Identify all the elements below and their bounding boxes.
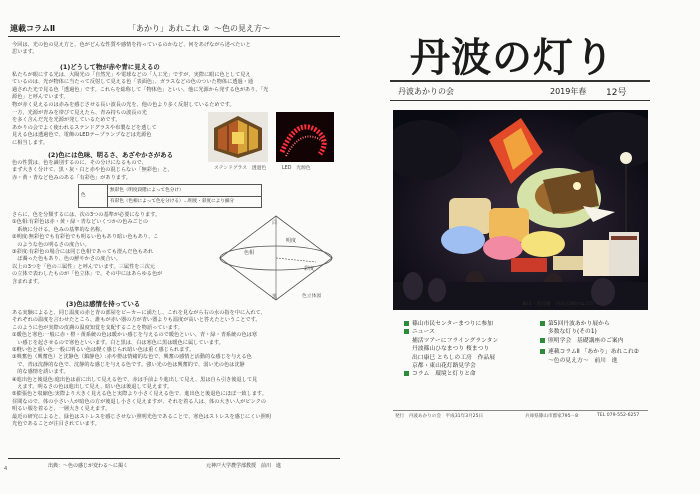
text-line: 色の性質は、色を識別するのに、その分けになるもので、	[12, 160, 147, 166]
photo-caption-stained-glass: ステンドグラス 透過色	[214, 166, 267, 171]
toc-subitem: 丹波篠山ひなまつり 桜まつり	[412, 346, 490, 353]
installment-title: 「あかり」あれこれ ②	[128, 24, 210, 33]
intro-line: 今回は、光の色の見え方と、色がどんな性質や感情を持っているのかなど、何をあげながら述べたいと	[12, 42, 251, 48]
footer-publisher: 発行 丹波あかりの会 平成31年3月25日	[395, 414, 484, 419]
diagram-label-lightness: 明度	[286, 238, 297, 244]
text-line: ば濁った色もあり、色の鮮やかさの度合い。	[12, 256, 121, 263]
text-line: 赤・黄・青など色みのある「有彩色」があります。	[12, 174, 131, 181]
toc-subitem: 出口康巳 とちしの工房 作品展	[412, 354, 495, 361]
text-line: 明るい服を着ると、一層大きく見えます。	[12, 406, 111, 413]
text-line: さらに、色を分類するには、次の3つの基準が必要になります。	[12, 212, 161, 218]
column-header	[8, 22, 340, 37]
diagram-label-saturation: 彩度	[304, 266, 315, 272]
toc-item: コラム 環境と灯りと命	[404, 370, 524, 378]
intro-line: 思います。	[12, 49, 38, 56]
text-line: い感じを起させるので寒色といいます。白と黒は、白は寒色に黒は暖色に属しています。	[12, 339, 224, 346]
left-footer	[8, 458, 340, 471]
page-number: 4	[4, 466, 8, 472]
text-line: を多く含んだ光を光源が発しているためです。	[12, 117, 121, 124]
text-line: 源色」と呼んでいます。	[12, 94, 69, 101]
table-head-cell	[79, 185, 108, 207]
lantern-photo-caption: 東山一花灯路 円山公園のねぶた	[522, 302, 594, 307]
text-line: ているのは、光が物体に当たって反射して見える色「表面色」、ガラスなどの色のついた物体に透過・通	[12, 79, 254, 86]
text-line: このように色が実際の皮膚の温度知覚を支配することを物語っています。	[12, 324, 183, 331]
text-line: 光色であることが注目されています。	[12, 421, 100, 428]
text-line: ③彩度:有彩色の場合には同じ色相であっても澄んだ色もあれ	[12, 249, 154, 256]
toc-right-column	[540, 320, 652, 365]
table-cell: 無彩色（明度段階によって色分け）	[110, 188, 184, 193]
text-line: 物が赤く見えるのは赤みを感じさせる長い波長の光を、他の色より多く反射しているためです。	[12, 101, 235, 108]
section1-text-bottom	[12, 110, 202, 147]
section2-heading: (2)色には色味、明るさ、あざやかさがある	[48, 151, 174, 159]
issue-bar	[390, 80, 650, 101]
text-line: のような色の明るさの度合い。	[12, 241, 90, 248]
footer-address: 兵庫県篠山市郡家795－8	[525, 414, 579, 419]
table-cell: 有彩色（色相によって色を分ける）…明度・彩度により細分	[110, 199, 235, 204]
toc-subitem: 捕活ツアーにフライングランタン	[412, 337, 499, 344]
toc-subitem: 京都・東山花灯路見学会	[412, 363, 476, 370]
section1-heading: (1)どうして物が赤や青に見えるの	[60, 63, 160, 71]
text-line: 含まれます。	[12, 278, 43, 285]
text-line: ②軽い色と重い色:一般に明るい色は軽く感じられ暗い色は重く感じられます。	[12, 347, 195, 354]
text-line: ②明度:無彩色でも有彩色でも明るい色もあり暗い色もあり、こ	[12, 234, 159, 241]
text-line: ③興奮色（興奮色）と沈静色（鎮静色）:赤や橙は情緒的な色で、興奮の感情と活動的な感じを与える色	[12, 354, 252, 361]
text-line: 昼間なので、体の小さい人が暗色の方が後退し小さく見えますが、それを着る人は、体の大きい人がピンクの	[12, 398, 266, 405]
toc-item: 篠山市民センターまつりに参加	[404, 320, 524, 328]
text-line: ⑤膨張色と収縮色:実際より大きく見える色と実際より小さく見える色で、進出色と後退色にほぼ一致します。	[12, 391, 267, 398]
toc-subitem: ～色の見え方～ 前川 進	[548, 357, 618, 364]
diagram-label-hue: 色相	[244, 250, 255, 256]
text-line: ①色相:有彩色は赤・黄・緑・青などいくつかの色みごとの	[12, 219, 149, 226]
table-row	[107, 196, 261, 207]
series-label: 連載コラムⅡ	[10, 24, 56, 33]
text-line: 最近の研究によると、緑色はストレスを感じさせない照明光色であることで、寒色はストレスを感じにくい照明	[12, 413, 271, 420]
toc-subitem: 多数な灯り(その1)	[548, 329, 597, 336]
section3-heading: (3)色は感情を持っている	[66, 300, 141, 308]
text-line: で、青は沈静的な色で、沈静的な感じを与える色です。強い光の色は興奮的で、弱い光の色は沈静	[12, 361, 245, 368]
text-line: 的な感情を誘います。	[12, 369, 69, 376]
text-line: ④進出色と後退色:進出色は前に出して見える色で、赤は手前より進出して見え、黒は自ら引き後退して見	[12, 376, 258, 383]
issue-season: 2019年春	[550, 87, 587, 96]
text-line: の立体で表わしたものが「色立体」で、その中にはあらゆる色が	[12, 271, 163, 278]
toc-item: 連載コラムⅡ 「あかり」あれこれ②	[540, 348, 652, 356]
stained-glass-photo	[208, 112, 268, 162]
footer-tel: TEL 079-552-6257	[597, 413, 640, 418]
column-subtitle: ～色の見え方～	[214, 24, 270, 33]
text-line: 以上の3つを「色の三属性」と呼んでいます。三属性を三次元	[12, 263, 155, 270]
text-line: ①暖色と寒色:一般に赤・橙・黄系統の色は暖かい感じを与えるので暖色といい、青・緑・青系統の色は寒	[12, 332, 258, 339]
text-line: 系統に分ける。色みの基準的な名称。	[12, 226, 106, 233]
section2-text	[12, 160, 212, 182]
toc-item: 照明学会 基礎講座のご案内	[540, 337, 652, 345]
toc-item: ニュース	[404, 328, 524, 336]
text-line: それぞれの温度を言わせたところ、誰もが赤い器の方が青い器よりも温度が高いと答えたということです。	[12, 317, 261, 324]
text-line: えます。明るさの色は進出して見え、暗い色は後退して見えます。	[12, 384, 173, 391]
right-footer	[393, 410, 648, 421]
text-line: まず大きく分けて、黒・灰・白と赤や色の混じらない「無彩色」と、	[12, 167, 173, 174]
newsletter-masthead: 丹波の灯り	[410, 34, 615, 81]
diagram-label-white: 白	[272, 220, 278, 226]
lantern-festival-photo	[393, 110, 648, 310]
text-line: 見える色は透過色で、電飾のLEDテープランプなどは光源色	[12, 132, 152, 139]
photo-caption-led: LED 光源色	[282, 166, 311, 171]
diagram-label-black: 黒	[272, 294, 278, 300]
color-solid-diagram	[212, 212, 340, 304]
text-line: 一方、光源が青みを帯びて見えたら、青み持ちの波長の光	[12, 110, 147, 116]
diagram-caption: 色立体図	[302, 294, 322, 299]
toc-item: 第5回丹波あかり展から	[540, 320, 652, 328]
issue-number: 12号	[606, 88, 627, 98]
intro-text	[12, 42, 338, 57]
text-line: に相当します。	[12, 139, 48, 146]
table-head: 色	[81, 193, 86, 198]
text-line: ある実験によると、同じ温度の赤と青の部屋をビーカーに満たし、これを見ながら右の水の指を中に入れて、	[12, 310, 266, 316]
led-light-photo	[276, 112, 334, 162]
publisher-name: 丹波あかりの会	[398, 87, 454, 96]
section2-cont-text	[12, 212, 212, 286]
footer-reference: 出典：～色の感じが変わる～に掲く	[48, 463, 129, 469]
text-line: 過された光で見る色「透過色」です。これらを総称して「物体色」といい、他に光源から発する色があり、「光	[12, 86, 269, 93]
section3-text	[12, 310, 340, 429]
text-line: あかりの会でよく使われるステンドグラスや布製などを透して	[12, 124, 157, 131]
color-classification-table	[78, 184, 262, 208]
text-line: 私たちが眼にする光は、大陽光の「自然光」や電球などの「人工光」ですが、実際に眼に色として見え	[12, 72, 251, 78]
section1-text-top	[12, 72, 338, 109]
toc-left-column	[404, 320, 524, 379]
footer-author: 元神戸大学農学部教授 前川 進	[206, 463, 282, 469]
